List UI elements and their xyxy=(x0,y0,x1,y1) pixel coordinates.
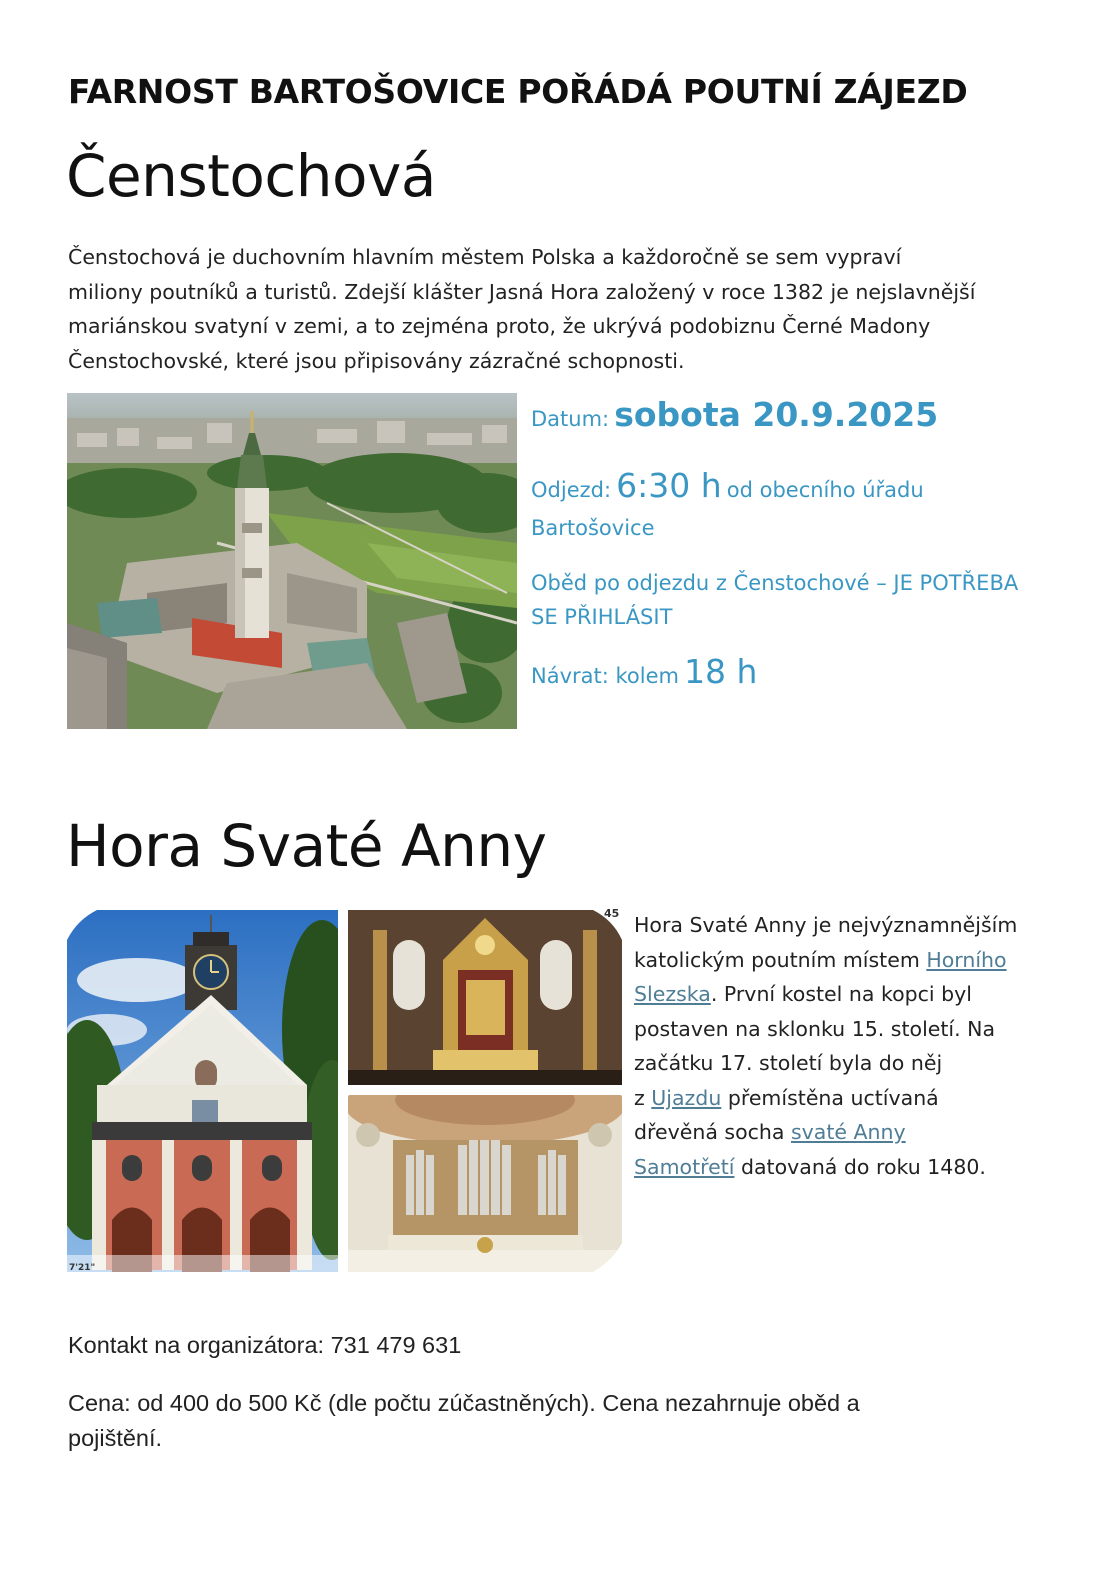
link-svate-anny[interactable]: svaté Anny xyxy=(790,1120,906,1144)
anna-text-span: dřevěná socha xyxy=(634,1120,791,1144)
anna-line xyxy=(634,1150,1064,1185)
intro-line: Čenstochovské, které jsou připisovány zázračné schopnosti. xyxy=(68,348,685,373)
anna-text-span: . První kostel na kopci byl xyxy=(710,982,972,1006)
jasna-gora-aerial-photo xyxy=(67,393,517,729)
link-horniho[interactable]: Horního xyxy=(926,947,1007,972)
departure-village: Bartošovice xyxy=(531,516,655,540)
intro-line: mariánskou svatyní v zemi, a to zejména proto, že ukrývá podobiznu Černé Madony xyxy=(68,314,931,338)
lunch-line: SE PŘIHLÁSIT xyxy=(531,605,673,629)
price-line: pojištění. xyxy=(68,1425,163,1451)
return-time: 18 h xyxy=(684,652,758,691)
anna-line xyxy=(634,943,1064,978)
hora-svate-anny-description xyxy=(634,908,1064,1184)
trip-departure-place-2 xyxy=(531,516,655,540)
trip-price xyxy=(68,1386,1068,1456)
anna-line xyxy=(634,1115,1064,1150)
trip-return xyxy=(531,652,757,691)
price-line: Cena: od 400 do 500 Kč (dle počtu zúčastněných). Cena nezahrnuje oběd a xyxy=(68,1390,860,1416)
anna-text-span: z xyxy=(634,1085,652,1110)
departure-time: 6:30 h xyxy=(616,466,722,505)
church-photo-caption: 7'21" xyxy=(69,1263,96,1272)
anna-text-span: přemístěna uctívaná xyxy=(721,1085,939,1110)
photo-corner-number: 45 xyxy=(604,907,620,920)
anna-line: Hora Svaté Anny je nejvýznamnějším xyxy=(634,913,1018,937)
intro-line: miliony poutníků a turistů. Zdejší klášter Jasná Hora založený v roce 1382 je nejslavnější xyxy=(68,279,976,304)
trip-date xyxy=(531,395,938,434)
organizer-contact: Kontakt na organizátora: 731 479 631 xyxy=(68,1332,462,1358)
link-samotreti[interactable]: Samotřetí xyxy=(634,1154,735,1179)
date-value: sobota 20.9.2025 xyxy=(614,395,939,434)
anna-line: začátku 17. století byla do něj xyxy=(634,1051,943,1075)
intro-line: Čenstochová je duchovním hlavním městem Polska a každoročně se sem vypraví xyxy=(68,245,902,269)
organizer-title: FARNOST BARTOŠOVICE POŘÁDÁ POUTNÍ ZÁJEZD xyxy=(68,72,968,111)
date-label: Datum: xyxy=(531,407,610,431)
anna-text-span: datovaná do roku 1480. xyxy=(734,1154,986,1179)
trip-lunch xyxy=(531,566,1018,634)
heading-czestochowa: Čenstochová xyxy=(66,142,436,210)
anna-text-span: katolickým poutním místem xyxy=(634,947,927,972)
link-ujazdu[interactable]: Ujazdu xyxy=(651,1085,722,1110)
link-slezska[interactable]: Slezska xyxy=(634,982,711,1006)
heading-hora-svate-anny: Hora Svaté Anny xyxy=(66,812,547,880)
trip-departure xyxy=(531,466,924,505)
anna-line xyxy=(634,1081,1064,1116)
lunch-line: Oběd po odjezdu z Čenstochové – JE POTŘEBA xyxy=(531,571,1019,595)
basilica-facade-photo xyxy=(67,910,338,1272)
czestochowa-intro xyxy=(68,240,1058,378)
organ-interior-photo xyxy=(348,1095,622,1272)
anna-line xyxy=(634,977,1064,1012)
altar-interior-photo xyxy=(348,910,622,1085)
return-label: Návrat: kolem xyxy=(531,664,679,688)
departure-place: od obecního úřadu xyxy=(726,478,924,502)
anna-line: postaven na sklonku 15. století. Na xyxy=(634,1016,996,1041)
departure-label: Odjezd: xyxy=(531,478,612,502)
